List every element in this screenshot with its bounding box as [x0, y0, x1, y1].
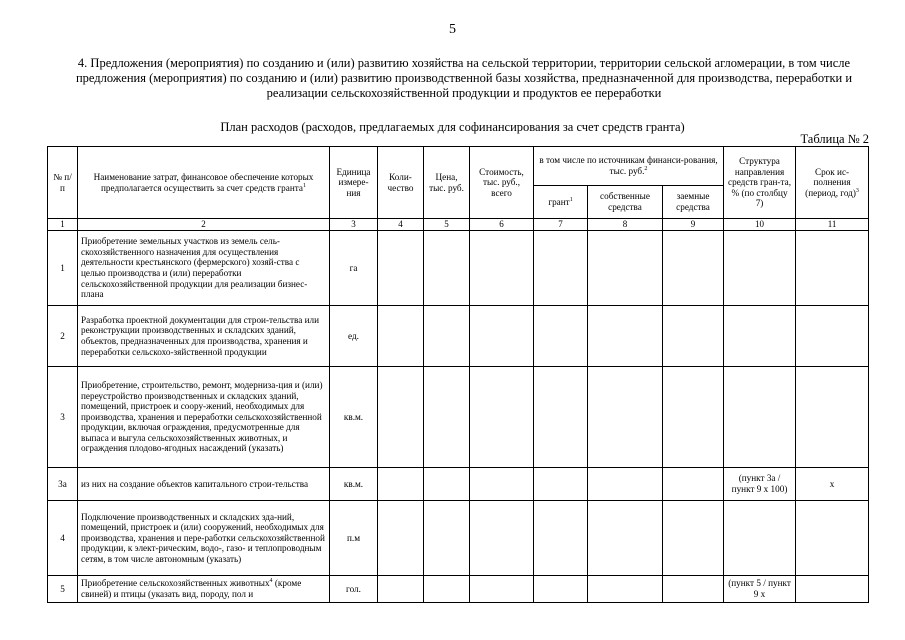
header-term: Срок ис-полнения (период, год)$^3$	[796, 147, 869, 219]
col-number: 7	[534, 219, 588, 231]
col-number: 1	[48, 219, 78, 231]
row-qty-cell	[378, 576, 424, 603]
row-term	[796, 501, 869, 576]
row-grant-cell	[534, 576, 588, 603]
row-term	[796, 306, 869, 367]
row-unit: п.м	[330, 501, 378, 576]
header-unit: Единица измере-ния	[330, 147, 378, 219]
col-number: 5	[424, 219, 470, 231]
col-number: 11	[796, 219, 869, 231]
row-unit: ед.	[330, 306, 378, 367]
row-cost-cell	[470, 231, 534, 306]
section-heading: 4. Предложения (мероприятия) по созданию и (или) развитию хозяйства на сельской территории, территории сельской агломерации, в том числе предложения (мероприятия) по созданию и (или) развитию производственной базы хозяйства, предназначенной для производства, переработки и реализации сельскохозяйственной продукции и продуктов ее переработки	[75, 56, 853, 100]
row-term	[796, 231, 869, 306]
col-number: 4	[378, 219, 424, 231]
row-price-cell	[424, 306, 470, 367]
row-own-cell	[588, 306, 663, 367]
header-row-top	[48, 147, 869, 186]
row-structure	[724, 231, 796, 306]
row-grant-cell	[534, 501, 588, 576]
row-qty-cell	[378, 501, 424, 576]
table-row	[48, 306, 869, 367]
table-row	[48, 501, 869, 576]
row-unit: кв.м.	[330, 468, 378, 501]
row-own-cell	[588, 501, 663, 576]
row-num: 3	[48, 367, 78, 468]
header-cost: Стоимость, тыс. руб., всего	[470, 147, 534, 219]
header-num: № п/п	[48, 147, 78, 219]
col-number: 10	[724, 219, 796, 231]
row-name: Приобретение земельных участков из земель сель-скохозяйственного назначения для осуществления деятельности крестьянского (фермерского) хозяй-ства с целью производства и (или) переработки сельскохозяйственной продукции для реализации бизнес-плана	[78, 231, 330, 306]
table-row	[48, 367, 869, 468]
expense-plan-table	[47, 146, 869, 603]
row-structure: (пункт 5 / пункт 9 х	[724, 576, 796, 603]
row-grant-cell	[534, 468, 588, 501]
row-own-cell	[588, 231, 663, 306]
col-number: 3	[330, 219, 378, 231]
row-name: Разработка проектной документации для строи-тельства или реконструкции производственных и складских зданий, объектов, предназначенных для производства, хранения и переработки сельскохо-зяйственной продукции	[78, 306, 330, 367]
header-loan: заемные средства	[663, 186, 724, 219]
row-structure: (пункт 3а / пункт 9 х 100)	[724, 468, 796, 501]
row-own-cell	[588, 367, 663, 468]
row-cost-cell	[470, 367, 534, 468]
row-qty-cell	[378, 468, 424, 501]
col-number: 8	[588, 219, 663, 231]
row-cost-cell	[470, 468, 534, 501]
row-structure	[724, 306, 796, 367]
row-grant-cell	[534, 367, 588, 468]
header-structure: Структура направления средств гран-та, % (по столбцу 7)	[724, 147, 796, 219]
row-price-cell	[424, 468, 470, 501]
col-number: 6	[470, 219, 534, 231]
row-loan-cell	[663, 231, 724, 306]
row-num: 4	[48, 501, 78, 576]
row-own-cell	[588, 576, 663, 603]
row-cost-cell	[470, 576, 534, 603]
header-qty: Коли-чество	[378, 147, 424, 219]
header-own: собственные средства	[588, 186, 663, 219]
page-number: 5	[449, 22, 456, 37]
table-row	[48, 576, 869, 603]
row-unit: га	[330, 231, 378, 306]
row-qty-cell	[378, 367, 424, 468]
row-num: 5	[48, 576, 78, 603]
row-qty-cell	[378, 231, 424, 306]
row-num: 2	[48, 306, 78, 367]
row-price-cell	[424, 501, 470, 576]
row-grant-cell	[534, 306, 588, 367]
row-qty-cell	[378, 306, 424, 367]
row-term	[796, 576, 869, 603]
header-price: Цена, тыс. руб.	[424, 147, 470, 219]
col-number: 9	[663, 219, 724, 231]
table-label: Таблица № 2	[800, 132, 869, 146]
row-name: из них на создание объектов капитального строи-тельства	[78, 468, 330, 501]
row-price-cell	[424, 576, 470, 603]
header-name: Наименование затрат, финансовое обеспечение которых предполагается осуществить за счет средств гранта$^1$	[78, 147, 330, 219]
row-loan-cell	[663, 501, 724, 576]
row-loan-cell	[663, 468, 724, 501]
row-price-cell	[424, 367, 470, 468]
row-term	[796, 367, 869, 468]
row-loan-cell	[663, 576, 724, 603]
row-loan-cell	[663, 367, 724, 468]
row-structure	[724, 367, 796, 468]
row-name: Подключение производственных и складских зда-ний, помещений, пристроек и (или) сооружений, необходимых для производства, хранения и пере-работки сельскохозяйственной продукции, к элект-рическим, водо-, газо- и теплопроводным сетям, в том числе автономным (указать)	[78, 501, 330, 576]
row-unit: гол.	[330, 576, 378, 603]
row-num: 3а	[48, 468, 78, 501]
row-term: х	[796, 468, 869, 501]
row-unit: кв.м.	[330, 367, 378, 468]
row-structure	[724, 501, 796, 576]
col-number: 2	[78, 219, 330, 231]
row-num: 1	[48, 231, 78, 306]
row-grant-cell	[534, 231, 588, 306]
header-grant: грант$^1$	[534, 186, 588, 219]
row-name: Приобретение сельскохозяйственных животных$^4$ (кроме свиней) и птицы (указать вид, породу, пол и	[78, 576, 330, 603]
row-cost-cell	[470, 306, 534, 367]
header-sources: в том числе по источникам финанси-рования, тыс. руб.$^2$	[534, 147, 724, 186]
column-number-row	[48, 219, 869, 231]
row-name: Приобретение, строительство, ремонт, модерниза-ция и (или) переустройство производственных и складских зданий, помещений, пристроек и соору-жений, необходимых для производства, хранения и переработки сельскохозяйственной продукции, включая ограждения, предусмотренные для выпаса и выгула сельскохозяйственных животных, и ограждения плодово-ягодных насаждений (указать)	[78, 367, 330, 468]
row-price-cell	[424, 231, 470, 306]
row-loan-cell	[663, 306, 724, 367]
plan-title: План расходов (расходов, предлагаемых для софинансирования за счет средств гранта)	[220, 120, 685, 134]
row-cost-cell	[470, 501, 534, 576]
table-row	[48, 468, 869, 501]
table-row	[48, 231, 869, 306]
row-own-cell	[588, 468, 663, 501]
